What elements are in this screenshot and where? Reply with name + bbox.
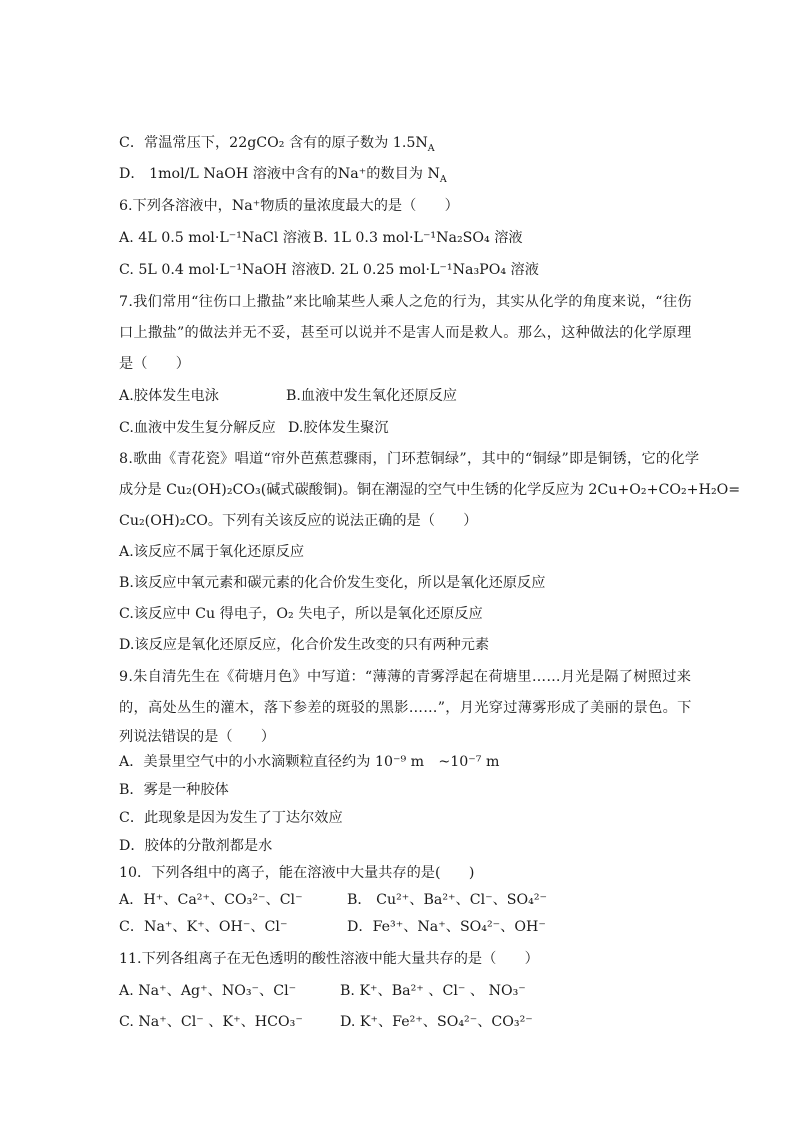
q9-stem-3: 列说法错误的是（ ） bbox=[119, 729, 276, 745]
q6-option-a: A. 4L 0.5 mol·L⁻¹NaCl 溶液 bbox=[119, 230, 312, 246]
q8-option-d: D.该反应是氧化还原反应，化合价发生改变的只有两种元素 bbox=[119, 637, 490, 653]
q9-option-d: D．胶体的分散剂都是水 bbox=[119, 838, 273, 854]
q10-option-c: C．Na⁺、K⁺、OH⁻、Cl⁻ bbox=[119, 919, 288, 935]
q8-option-c: C.该反应中 Cu 得电子，O₂ 失电子，所以是氧化还原反应 bbox=[119, 606, 483, 622]
q7-stem-3: 是（ ） bbox=[119, 356, 190, 372]
q9-option-a: A．美景里空气中的小水滴颗粒直径约为 10⁻⁹ m ~10⁻⁷ m bbox=[119, 754, 500, 770]
q10-option-d: D．Fe³⁺、Na⁺、SO₄²⁻、OH⁻ bbox=[347, 919, 546, 935]
q7-option-c: C.血液中发生复分解反应 bbox=[119, 420, 276, 436]
q7-stem-1: 7.我们常用“往伤口上撒盐”来比喻某些人乘人之危的行为，其实从化学的角度来说，“往伤 bbox=[119, 294, 692, 310]
q9-stem-1: 9.朱自清先生在《荷塘月色》中写道：“薄薄的青雾浮起在荷塘里……月光是隔了树照过来 bbox=[119, 669, 692, 685]
q6-option-d: D. 2L 0.25 mol·L⁻¹Na₃PO₄ 溶液 bbox=[320, 262, 539, 278]
q8-stem-2: 成分是 Cu₂(OH)₂CO₃(碱式碳酸铜)。铜在潮湿的空气中生锈的化学反应为 2Cu+O₂+CO₂+H₂O= bbox=[119, 482, 741, 498]
q5-option-d: D． 1mol/L NaOH 溶液中含有的Na⁺的数目为 $N_A$ bbox=[119, 166, 447, 185]
q8-option-b: B.该反应中氧元素和碳元素的化合价发生变化，所以是氧化还原反应 bbox=[119, 575, 546, 591]
q7-option-a: A.胶体发生电泳 bbox=[119, 388, 219, 404]
q9-option-b: B．雾是一种胶体 bbox=[119, 782, 229, 798]
q11-option-b: B. K⁺、Ba²⁺ 、Cl⁻ 、 NO₃⁻ bbox=[340, 983, 526, 999]
q9-stem-2: 的，高处丛生的灌木，落下参差的斑驳的黑影……”，月光穿过薄雾形成了美丽的景色。下 bbox=[119, 700, 692, 716]
q8-stem-1: 8.歌曲《青花瓷》唱道“帘外芭蕉惹骤雨，门环惹铜绿”，其中的“铜绿”即是铜锈，它的化学 bbox=[119, 451, 700, 467]
q10-stem: 10．下列各组中的离子，能在溶液中大量共存的是( ) bbox=[119, 865, 475, 881]
q8-option-a: A.该反应不属于氧化还原反应 bbox=[119, 544, 305, 560]
q6-option-c: C. 5L 0.4 mol·L⁻¹NaOH 溶液 bbox=[119, 262, 320, 278]
q6-stem: 6.下列各溶液中，Na⁺物质的量浓度最大的是（ ） bbox=[119, 198, 459, 214]
q10-option-a: A．H⁺、Ca²⁺、CO₃²⁻、Cl⁻ bbox=[119, 892, 303, 908]
q9-option-c: C．此现象是因为发生了丁达尔效应 bbox=[119, 810, 343, 826]
q11-option-c: C. Na⁺、Cl⁻ 、K⁺、HCO₃⁻ bbox=[119, 1014, 303, 1030]
q5-option-c: C．常温常压下，22gCO₂ 含有的原子数为 $1.5N_A$ bbox=[119, 135, 435, 154]
q10-option-b: B． Cu²⁺、Ba²⁺、Cl⁻、SO₄²⁻ bbox=[347, 892, 548, 908]
q11-option-a: A. Na⁺、Ag⁺、NO₃⁻、Cl⁻ bbox=[119, 983, 297, 999]
q11-stem: 11.下列各组离子在无色透明的酸性溶液中能大量共存的是（ ） bbox=[119, 951, 539, 967]
q7-option-b: B.血液中发生氧化还原反应 bbox=[286, 388, 457, 404]
q6-option-b: B. 1L 0.3 mol·L⁻¹Na₂SO₄ 溶液 bbox=[313, 230, 523, 246]
q11-option-d: D. K⁺、Fe²⁺、SO₄²⁻、CO₃²⁻ bbox=[340, 1014, 533, 1030]
q8-stem-3: Cu₂(OH)₂CO。下列有关该反应的说法正确的是（ ） bbox=[119, 513, 478, 529]
q7-stem-2: 口上撒盐”的做法并无不妥，甚至可以说并不是害人而是救人。那么，这种做法的化学原理 bbox=[119, 325, 692, 341]
q7-option-d: D.胶体发生聚沉 bbox=[288, 420, 389, 436]
